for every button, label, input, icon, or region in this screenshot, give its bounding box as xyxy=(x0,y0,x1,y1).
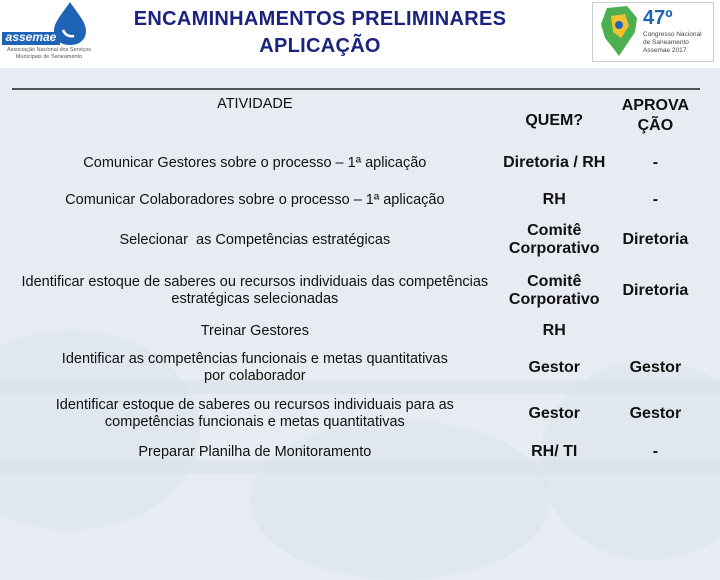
slide-header xyxy=(0,0,720,68)
row-atividade: Identificar as competências funcionais e metas quantitativas por colaborador xyxy=(61,351,448,384)
table-row xyxy=(12,265,700,317)
assemae-tagline-2: Municipais de Saneamento xyxy=(15,54,83,60)
row-aprova: - xyxy=(652,443,659,460)
slide-title-line-1: ENCAMINHAMENTOS PRELIMINARES xyxy=(133,8,507,30)
row-quem: Diretoria / RH xyxy=(503,154,606,171)
row-aprova: - xyxy=(652,154,659,171)
assemae-tagline-1: Associação Nacional dos Serviços xyxy=(6,47,92,53)
table-row xyxy=(12,317,700,345)
row-aprova: - xyxy=(652,191,659,208)
row-quem: RH xyxy=(542,191,566,208)
row-quem: RH xyxy=(542,322,566,339)
congress-line-2: de Saneamento xyxy=(643,39,689,46)
row-atividade: Identificar estoque de saberes ou recursos individuais para as competências funcionais e metas quantitativas xyxy=(55,397,454,430)
activities-table xyxy=(12,88,700,467)
table-row xyxy=(12,391,700,437)
congress-line-1: Congresso Nacional xyxy=(643,31,702,38)
header-aprovacao: APROVA ÇÃO xyxy=(621,96,690,134)
table-row xyxy=(12,215,700,265)
row-quem: Gestor xyxy=(528,405,581,422)
row-atividade: Comunicar Colaboradores sobre o processo – 1ª aplicação xyxy=(65,191,445,208)
congress-logo xyxy=(592,2,714,62)
row-aprova: Diretoria xyxy=(622,282,689,299)
table-row xyxy=(12,345,700,391)
row-quem: Comitê Corporativo xyxy=(508,273,600,308)
header-quem: QUEM? xyxy=(525,111,584,129)
congress-number: 47º xyxy=(643,7,673,29)
row-atividade: Treinar Gestores xyxy=(200,322,309,339)
congress-line-3: Assemae 2017 xyxy=(643,47,687,54)
header-atividade: ATIVIDADE xyxy=(217,96,293,112)
row-atividade: Comunicar Gestores sobre o processo – 1ª aplicação xyxy=(83,154,427,171)
table-header-row xyxy=(12,89,700,141)
row-quem: Comitê Corporativo xyxy=(508,222,600,257)
assemae-wordmark: assemae xyxy=(5,30,57,44)
row-aprova: Gestor xyxy=(629,359,682,376)
brazil-map-icon xyxy=(597,4,641,60)
table-row xyxy=(12,185,700,215)
row-quem: RH/ TI xyxy=(531,443,578,460)
assemae-logo xyxy=(0,0,98,62)
row-aprova: Gestor xyxy=(629,405,682,422)
row-atividade: Selecionar as Competências estratégicas xyxy=(119,231,391,248)
row-quem: Gestor xyxy=(528,359,581,376)
row-aprova: Diretoria xyxy=(622,231,689,248)
table-row xyxy=(12,141,700,185)
row-aprova xyxy=(611,317,700,345)
table-row xyxy=(12,437,700,467)
row-atividade: Identificar estoque de saberes ou recursos individuais das competências estratégicas selecionadas xyxy=(21,274,489,307)
slide-title-line-2: APLICAÇÃO xyxy=(259,35,381,57)
row-atividade: Preparar Planilha de Monitoramento xyxy=(138,443,372,460)
